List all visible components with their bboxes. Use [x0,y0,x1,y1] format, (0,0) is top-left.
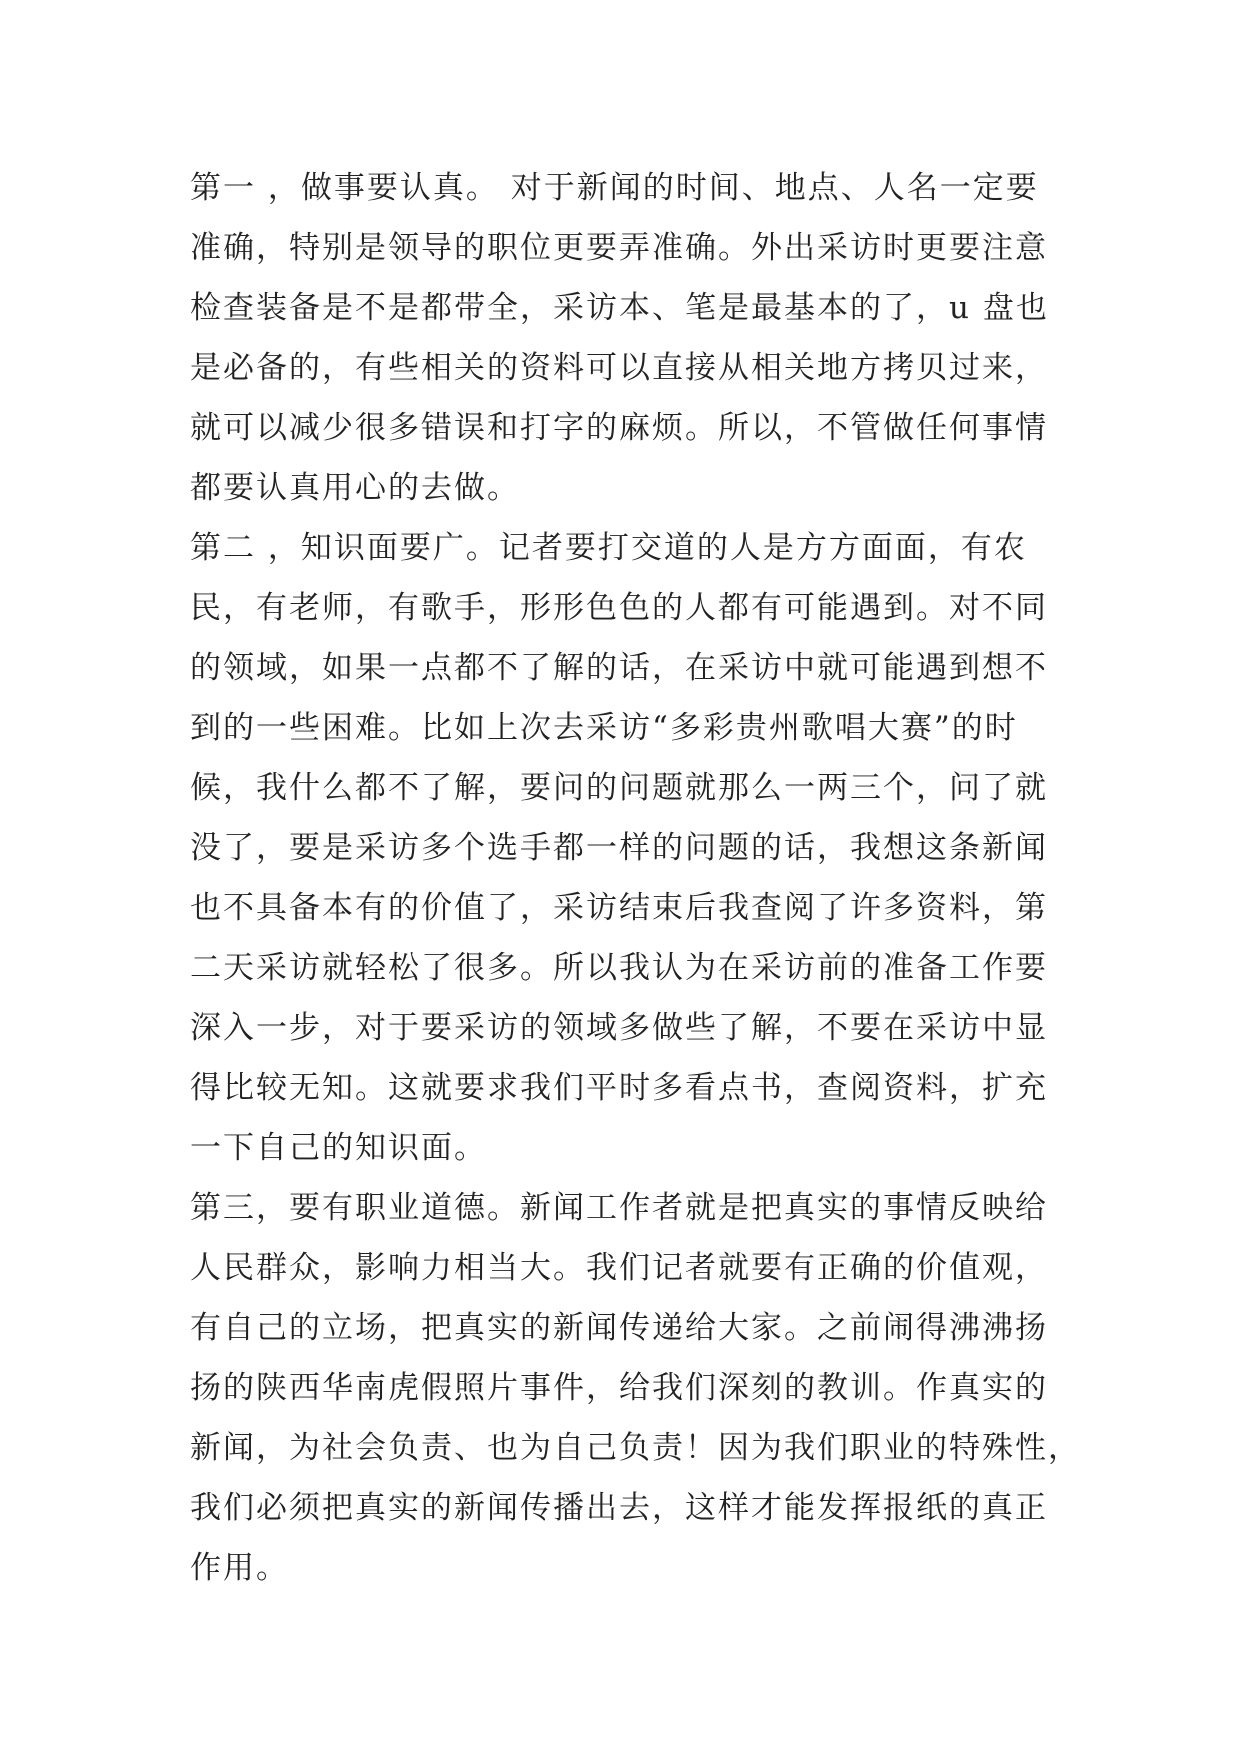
text-line: 都要认真用心的去做。 [190,470,520,506]
text-line: 一下自己的知识面。 [190,1130,487,1166]
text-line: 没了，要是采访多个选手都一样的问题的话，我想这条新闻 [190,830,1048,866]
text-line: 有自己的立场，把真实的新闻传递给大家。之前闹得沸沸扬 [190,1310,1048,1346]
text-line: 的领域，如果一点都不了解的话，在采访中就可能遇到想不 [190,650,1048,686]
text-line: 得比较无知。这就要求我们平时多看点书，查阅资料，扩充 [190,1070,1048,1106]
text-line: 我们必须把真实的新闻传播出去，这样才能发挥报纸的真正 [190,1490,1048,1526]
text-line: 也不具备本有的价值了，采访结束后我查阅了许多资料，第 [190,890,1048,926]
text-line: 是必备的，有些相关的资料可以直接从相关地方拷贝过来， [190,350,1048,386]
text-line: 人民群众，影响力相当大。我们记者就要有正确的价值观， [190,1250,1048,1286]
text-line: 二天采访就轻松了很多。所以我认为在采访前的准备工作要 [190,950,1048,986]
text-line: 准确，特别是领导的职位更要弄准确。外出采访时更要注意 [190,230,1048,266]
text-line: 就可以减少很多错误和打字的麻烦。所以，不管做任何事情 [190,410,1048,446]
text-line: 第一 ，做事要认真。 对于新闻的时间、地点、人名一定要 [190,170,1039,206]
text-line: 到的一些困难。比如上次去采访“多彩贵州歌唱大赛”的时 [190,710,1018,746]
text-line: 民，有老师，有歌手，形形色色的人都有可能遇到。对不同 [190,590,1048,626]
text-line: 新闻，为社会负责、也为自己负责！因为我们职业的特殊性， [190,1430,1081,1466]
text-line: 作用。 [190,1550,289,1586]
text-line: 检查装备是不是都带全，采访本、笔是最基本的了，u 盘也 [190,290,1049,326]
body-text [190,158,1081,1598]
text-line: 第二 ，知识面要广。记者要打交道的人是方方面面，有农 [190,530,1027,566]
text-line: 深入一步，对于要采访的领域多做些了解，不要在采访中显 [190,1010,1048,1046]
text-line: 扬的陕西华南虎假照片事件，给我们深刻的教训。作真实的 [190,1370,1048,1406]
text-line: 第三，要有职业道德。新闻工作者就是把真实的事情反映给 [190,1190,1048,1226]
text-line: 候，我什么都不了解，要问的问题就那么一两三个，问了就 [190,770,1048,806]
